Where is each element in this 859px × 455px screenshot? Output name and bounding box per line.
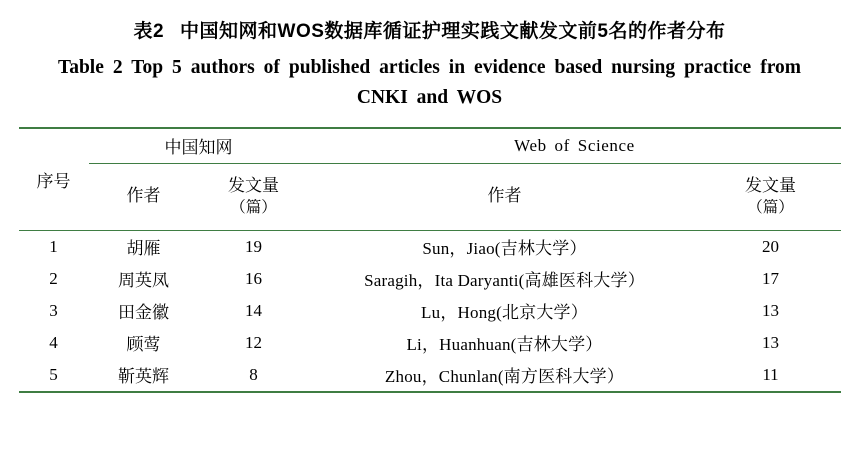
- table-row: [19, 327, 841, 359]
- cell-author-en: Lu，Hong(北京大学）: [421, 303, 588, 323]
- column-header-count-en: [701, 163, 841, 230]
- cell-author-cn: 顾莺: [126, 335, 161, 355]
- column-header-author-en-label: 作者: [487, 186, 522, 206]
- column-header-count-cn: [199, 163, 309, 230]
- cell-author-cn: 周英凤: [118, 271, 169, 291]
- cell-no: 5: [49, 364, 58, 384]
- cell-no: 2: [49, 268, 58, 288]
- cell-count-cn: 19: [199, 230, 309, 263]
- cell-author-cn: 靳英辉: [118, 367, 169, 387]
- table-row: [19, 230, 841, 263]
- table-caption: [18, 10, 841, 113]
- cell-count-en: 20: [701, 230, 841, 263]
- cell-count-cn: 8: [249, 364, 258, 384]
- caption-chinese-title: 中国知网和WOS数据库循证护理实践文献发文前5名的作者分布: [180, 21, 726, 42]
- column-header-count-cn-label: 发文量: [228, 176, 279, 195]
- cell-author-en: Sun，Jiao(吉林大学）: [309, 230, 701, 263]
- table-group-header-row: [19, 128, 841, 164]
- cell-count-en: 13: [762, 300, 779, 320]
- caption-english: Table 2 Top 5 authors of published articles in evidence based nursing practice from CNKI and WOS: [58, 56, 801, 108]
- cell-no: 4: [49, 332, 58, 352]
- group-header-cnki: 中国知网: [89, 128, 309, 164]
- table-row: [19, 359, 841, 392]
- cell-count-cn: 12: [245, 332, 262, 352]
- cell-count-en: 13: [762, 332, 779, 352]
- table-row: [19, 295, 841, 327]
- table-row: [19, 263, 841, 295]
- column-header-count-en-unit: （篇）: [747, 198, 794, 216]
- column-header-no: 序号: [19, 128, 89, 231]
- authors-table: [19, 127, 841, 409]
- cell-count-en: 17: [762, 268, 779, 288]
- cell-count-cn: 16: [245, 268, 262, 288]
- cell-author-en: Li，Huanhuan(吉林大学）: [406, 335, 603, 355]
- table-column-header-row: [19, 163, 841, 230]
- column-header-author-cn: [89, 163, 199, 230]
- column-header-count-cn-unit: （篇）: [230, 198, 277, 216]
- column-header-author-cn-label: 作者: [126, 186, 161, 206]
- cell-no: 3: [49, 300, 58, 320]
- cell-count-cn: 14: [245, 300, 262, 320]
- cell-author-en: Saragih，Ita Daryanti(高雄医科大学）: [364, 271, 645, 291]
- cell-no: 1: [19, 230, 89, 263]
- cell-count-en: 11: [762, 364, 779, 384]
- column-header-count-en-label: 发文量: [745, 176, 796, 195]
- column-header-author-en: [309, 163, 701, 230]
- cell-author-cn: 田金徽: [118, 303, 169, 323]
- table-number-label: 表2: [133, 21, 165, 42]
- caption-chinese: [18, 10, 841, 47]
- table-bottom-rule: [19, 392, 841, 409]
- group-header-wos: Web of Science: [309, 128, 841, 164]
- cell-author-en: Zhou，Chunlan(南方医科大学）: [384, 367, 625, 387]
- cell-author-cn: 胡雁: [89, 230, 199, 263]
